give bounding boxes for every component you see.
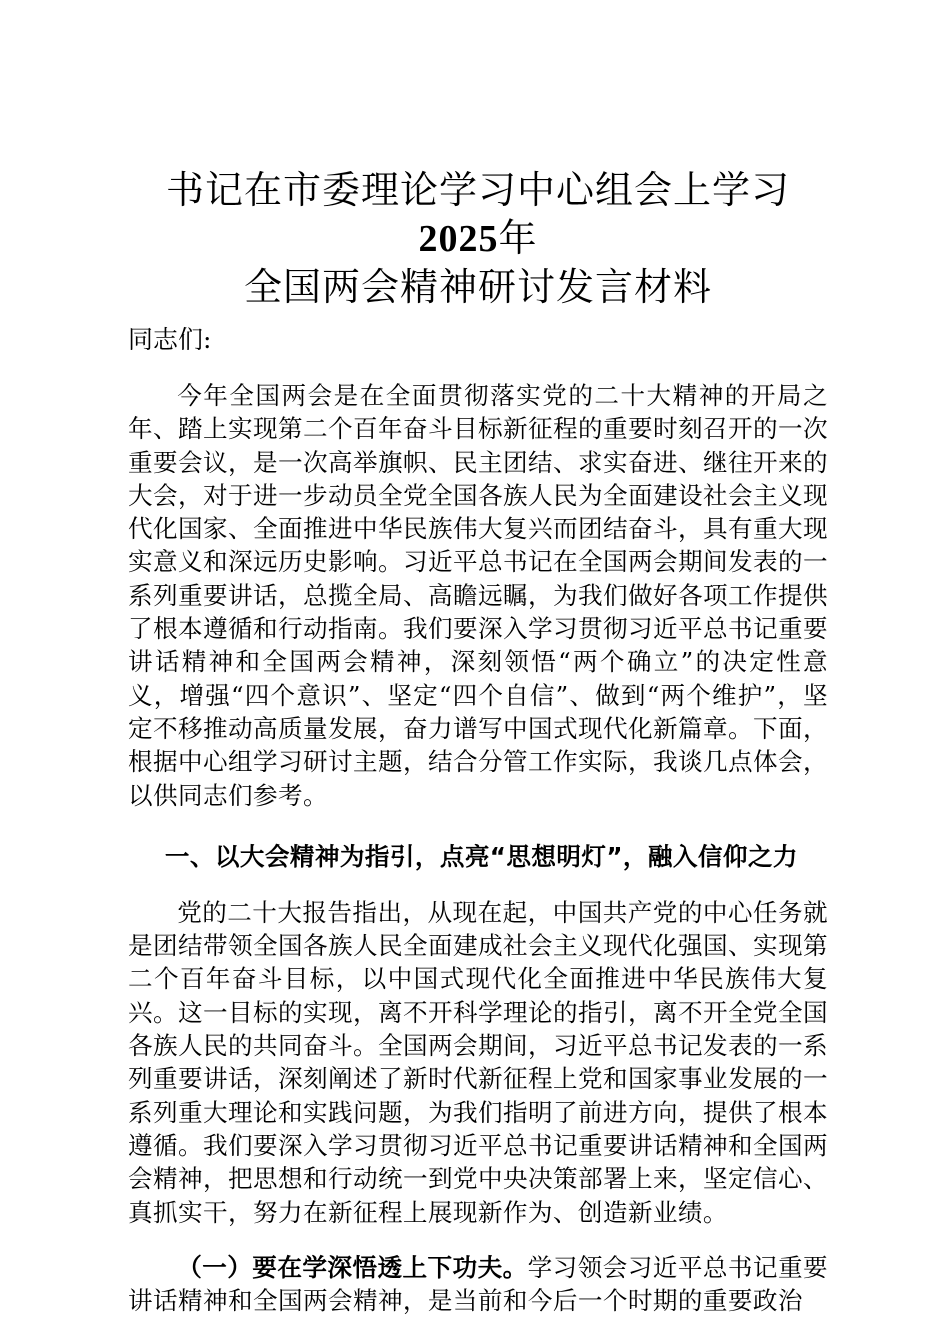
title-line1	[166, 168, 790, 260]
document-title	[128, 166, 828, 311]
intro-paragraph: 今年全国两会是在全面贯彻落实党的二十大精神的开局之年、踏上实现第二个百年奋斗目标新征程的重要时刻召开的一次重要会议，是一次高举旗帜、民主团结、求实奋进、继往开来的大会，对于进一步动员全党全国各族人民为全面建设社会主义现代化国家、全面推进中华民族伟大复兴而团结奋斗，具有重大现实意义和深远历史影响。习近平总书记在全国两会期间发表的一系列重要讲话，总揽全局、高瞻远瞩，为我们做好各项工作提供了根本遵循和行动指南。我们要深入学习贯彻习近平总书记重要讲话精神和全国两会精神，深刻领悟“两个确立”的决定性意义，增强“四个意识”、坚定“四个自信”、做到“两个维护”，坚定不移推动高质量发展，奋力谱写中国式现代化新篇章。下面，根据中心组学习研讨主题，结合分管工作实际，我谈几点体会，以供同志们参考。	[128, 381, 828, 810]
title-line2: 全国两会精神研讨发言材料	[243, 265, 712, 309]
subsection1-lead: （一）要在学深悟透上下功夫。	[177, 1252, 528, 1282]
salutation: 同志们:	[128, 325, 212, 354]
title-year: 2025	[418, 218, 499, 260]
title-part2: 年	[498, 216, 538, 260]
subsection1-text: 学习领会习近平总书记重要讲话精神和全国两会精神，是当前和今后一个时期的重要政治	[128, 1252, 828, 1316]
section1-heading: 一、以大会精神为指引，点亮“思想明灯”，融入信仰之力	[164, 841, 798, 871]
subsection1-paragraph	[128, 1251, 828, 1318]
document-page	[128, 166, 828, 1317]
section1-paragraph: 党的二十大报告指出，从现在起，中国共产党的中心任务就是团结带领全国各族人民全面建成社会主义现代化强国、实现第二个百年奋斗目标，以中国式现代化全面推进中华民族伟大复兴。这一目标的实现，离不开科学理论的指引，离不开全党全国各族人民的共同奋斗。全国两会期间，习近平总书记发表的一系列重要讲话，深刻阐述了新时代新征程上党和国家事业发展的一系列重大理论和实践问题，为我们指明了前进方向，提供了根本遵循。我们要深入学习贯彻习近平总书记重要讲话精神和全国两会精神，把思想和行动统一到党中央决策部署上来，坚定信心、真抓实干，努力在新征程上展现新作为、创造新业绩。	[128, 897, 828, 1227]
title-part1: 书记在市委理论学习中心组会上学习	[165, 168, 790, 212]
paragraph-gap	[128, 1229, 828, 1251]
